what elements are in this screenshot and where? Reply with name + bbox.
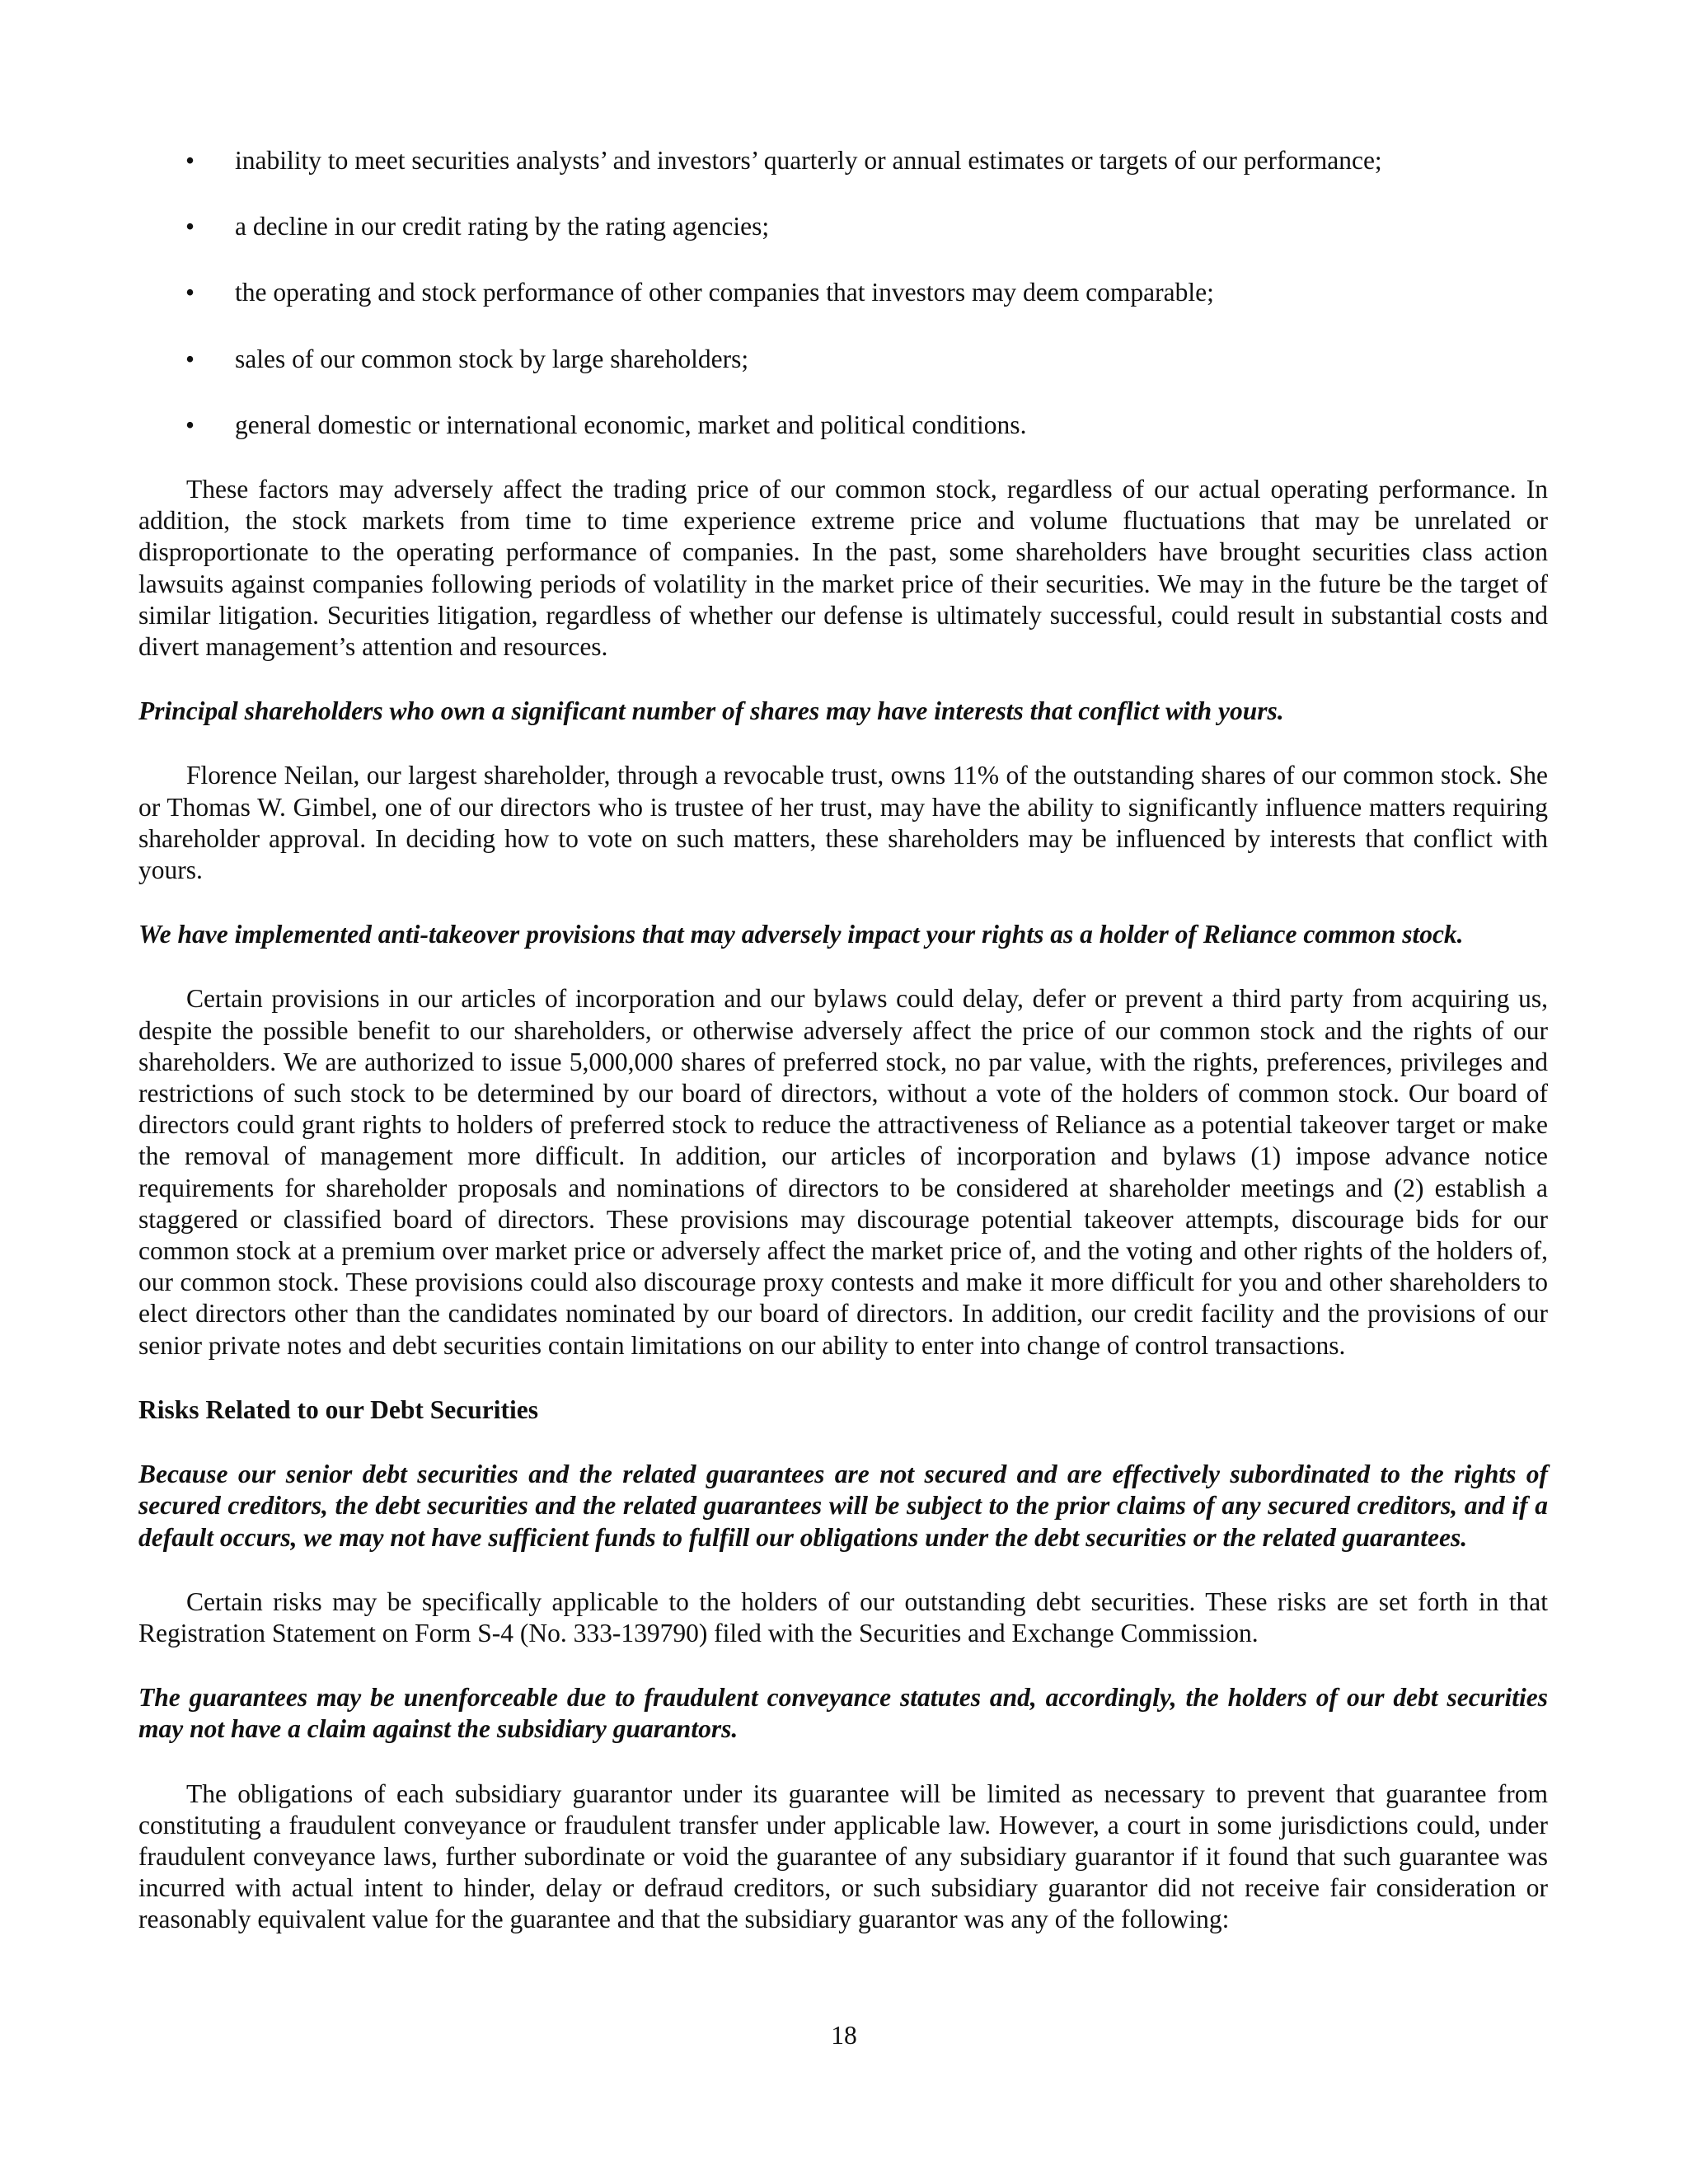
bullet-text: general domestic or international economic, market and political conditions. [235,410,1027,439]
principal-shareholders-paragraph: Florence Neilan, our largest shareholder, through a revocable trust, owns 11% of the outstanding shares of our common stock. She or Thomas W. Gimbel, one of our directors who is trustee of her trust, may have the ability to significantly influence matters requiring shareholder approval. In deciding how to vote on such matters, these shareholders may be influenced by interests that conflict with yours. [138,761,1548,885]
bullet-item [138,145,1548,176]
bullet-text: sales of our common stock by large shareholders; [235,344,749,373]
bullet-text: the operating and stock performance of other companies that investors may deem comparable; [235,278,1214,307]
anti-takeover-heading: We have implemented anti-takeover provisions that may adversely impact your rights as a holder of Reliance common stock. [138,920,1464,949]
unsecured-debt-heading: Because our senior debt securities and the related guarantees are not secured and are effectively subordinated to the rights of secured creditors, the debt securities and the related guarantees will be subject to the prior claims of any secured creditors, and if a default occurs, we may not have sufficient funds to fulfill our obligations under the debt securities or the related guarantees. [138,1460,1548,1552]
factors-paragraph: These factors may adversely affect the trading price of our common stock, regardless of our actual operating performance. In addition, the stock markets from time to time experience extreme price and volume fluctuations that may be unrelated or disproportionate to the operating performance of companies. In the past, some shareholders have brought securities class action lawsuits against companies following periods of volatility in the market price of their securities. We may in the future be the target of similar litigation. Securities litigation, regardless of whether our defense is ultimately successful, could result in substantial costs and divert management’s attention and resources. [138,475,1548,662]
bullet-icon: • [185,146,195,175]
bullet-text: inability to meet securities analysts’ and investors’ quarterly or annual estimates or targets of our performance; [235,146,1382,175]
anti-takeover-paragraph: Certain provisions in our articles of incorporation and our bylaws could delay, defer or prevent a third party from acquiring us, despite the possible benefit to our shareholders, or otherwise adversely affect the price of our common stock and the rights of our shareholders. We are authorized to issue 5,000,000 shares of preferred stock, no par value, with the rights, preferences, privileges and restrictions of such stock to be determined by our board of directors, without a vote of the holders of common stock. Our board of directors could grant rights to holders of preferred stock to reduce the attractiveness of Reliance as a potential takeover target or make the removal of management more difficult. In addition, our articles of incorporation and bylaws (1) impose advance notice requirements for shareholder proposals and nominations of directors to be considered at shareholder meetings and (2) establish a staggered or classified board of directors. These provisions may discourage potential takeover attempts, discourage bids for our common stock at a premium over market price or adversely affect the market price of, and the voting and other rights of the holders of, our common stock. These provisions could also discourage proxy contests and make it more difficult for you and other shareholders to elect directors other than the candidates nominated by our board of directors. In addition, our credit facility and the provisions of our senior private notes and debt securities contain limitations on our ability to enter into change of control transactions. [138,984,1548,1360]
bullet-icon: • [185,278,195,307]
bullet-item [138,344,1548,375]
bullet-item [138,277,1548,308]
guarantees-paragraph: The obligations of each subsidiary guarantor under its guarantee will be limited as necessary to prevent that guarantee from constituting a fraudulent conveyance or fraudulent transfer under applicable law. However, a court in some jurisdictions could, under fraudulent conveyance laws, further subordinate or void the guarantee of any subsidiary guarantor if it found that such guarantee was incurred with actual intent to hinder, delay or defraud creditors, or such subsidiary guarantor did not receive fair consideration or reasonably equivalent value for the guarantee and that the subsidiary guarantor was any of the following: [138,1779,1548,1934]
page-number: 18 [831,2021,857,2050]
bullet-item [138,410,1548,441]
bullet-icon: • [185,212,195,241]
bullet-icon: • [185,410,195,439]
risk-factor-bullet-list [138,145,1548,441]
debt-securities-section-heading: Risks Related to our Debt Securities [138,1394,539,1424]
document-page [138,145,1548,1936]
bullet-text: a decline in our credit rating by the rating agencies; [235,212,770,241]
fraudulent-conveyance-heading: The guarantees may be unenforceable due to fraudulent conveyance statutes and, accordingly, the holders of our debt securities may not have a claim against the subsidiary guarantors. [138,1683,1548,1744]
principal-shareholders-heading: Principal shareholders who own a significant number of shares may have interests that conflict with yours. [138,696,1284,726]
debt-risks-paragraph: Certain risks may be specifically applicable to the holders of our outstanding debt securities. These risks are set forth in that Registration Statement on Form S-4 (No. 333-139790) filed with the Securities and Exchange Commission. [138,1586,1548,1647]
bullet-icon: • [185,344,195,373]
bullet-item [138,211,1548,242]
